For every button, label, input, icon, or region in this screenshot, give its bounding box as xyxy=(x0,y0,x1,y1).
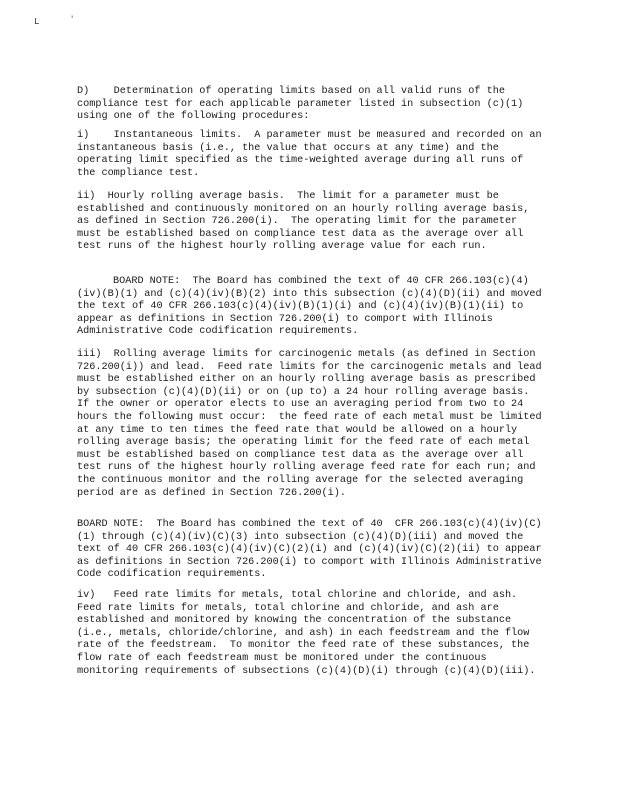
page-corner-mark: L xyxy=(34,17,40,27)
board-note-2: BOARD NOTE: The Board has combined the text of 40 CFR 266.103(c)(4)(iv)(C)(1) through (c)(4)(iv)(C)(3) into subsection (c)(4)(D)(iii) and moved the text of 40 CFR 266.103(c)(4)(iv)(C)(2)(i) and (c)(4)(iv)(C)(2)(ii) to appear as definitions in Section 726.200(i) to comport with Illinois Administrative Code codification requirements. xyxy=(77,519,548,581)
paragraph-carcinogenic-metals-limits: iii) Rolling average limits for carcinogenic metals (as defined in Section 726.200(i)) and lead. Feed rate limits for the carcinogenic metals and lead must be established either on an hourly rolling average basis as prescribed by subsection (c)(4)(D)(ii) or on (up to) a 24 hour rolling average basis. If the owner or operator elects to use an averaging period from two to 24 hours the following must occur: the feed rate of each metal must be limited at any time to ten times the feed rate that would be allowed on a hourly rolling average basis; the operating limit for the feed rate of each metal must be established based on compliance test data as the average over all test runs of the highest hourly rolling average feed rate for each run; and the continuous monitor and the rolling average for the selected averaging period are as defined in Section 726.200(i). xyxy=(77,349,548,499)
paragraph-hourly-rolling-average: ii) Hourly rolling average basis. The limit for a parameter must be established and continuously monitored on an hourly rolling average basis, as defined in Section 726.200(i). The operating limit for the parameter must be established based on compliance test data as the average over all test runs of the highest hourly rolling average value for each run. xyxy=(77,191,536,253)
paragraph-instantaneous-limits: i) Instantaneous limits. A parameter must be measured and recorded on an instantaneous basis (i.e., the value that occurs at any time) and the operating limit specified as the time-weighted average during all runs of the compliance test. xyxy=(77,130,548,179)
paragraph-determination-of-operating-limits: D) Determination of operating limits based on all valid runs of the compliance test for each applicable parameter listed in subsection (c)(1) using one of the following procedures: xyxy=(77,86,530,123)
paragraph-feed-rate-limits: iv) Feed rate limits for metals, total chlorine and chloride, and ash. Feed rate limits for metals, total chlorine and chloride, and ash are established and monitored by knowing the concentration of the substance (i.e., metals, chloride/chlorine, and ash) in each feedstream and the flow rate of the feedstream. To monitor the feed rate of these substances, the flow rate of each feedstream must be monitored under the continuous monitoring requirements of subsections (c)(4)(D)(i) through (c)(4)(D)(iii). xyxy=(77,590,536,677)
page-corner-tick: ' xyxy=(70,16,75,24)
board-note-1: BOARD NOTE: The Board has combined the text of 40 CFR 266.103(c)(4)(iv)(B)(1) and (c)(4)(iv)(B)(2) into this subsection (c)(4)(D)(ii) and moved the text of 40 CFR 266.103(c)(4)(iv)(B)(1)(i) and (c)(4)(iv)(B)(1)(ii) to appear as definitions in Section 726.200(i) to comport with Illinois Administrative Code codification requirements. xyxy=(77,276,548,338)
